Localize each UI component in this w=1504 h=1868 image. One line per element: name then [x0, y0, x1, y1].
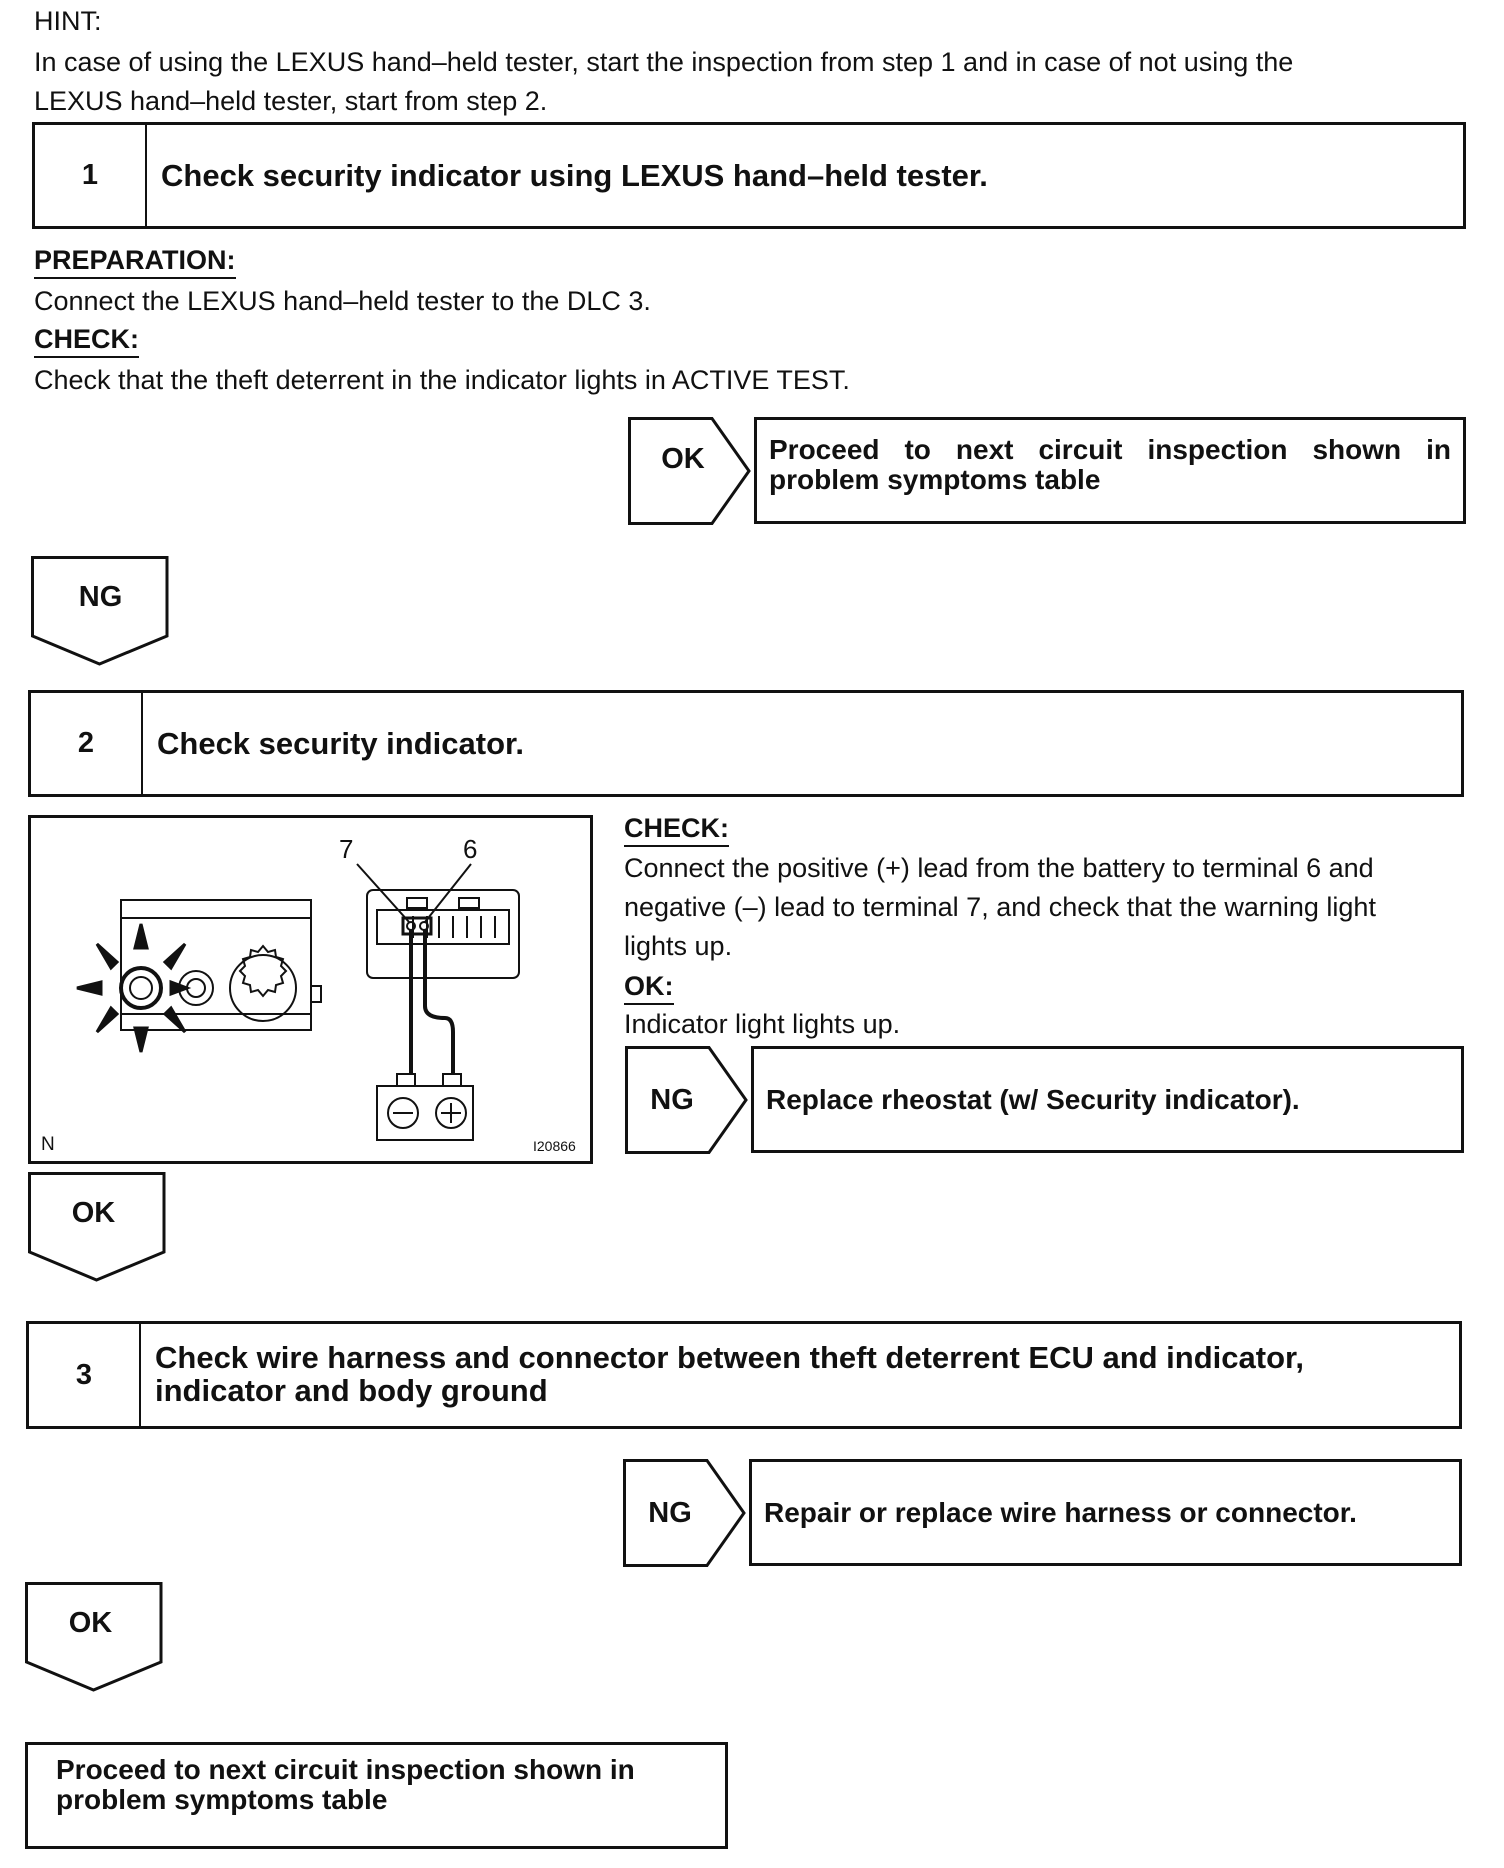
step-1-number: 1 — [35, 125, 147, 226]
step-2-check-label: CHECK: — [624, 812, 729, 847]
step-2-ok-text: Indicator light lights up. — [624, 1009, 901, 1039]
step-2-ok-heading-label: OK: — [624, 970, 674, 1005]
final-result-line-2: problem symptoms table — [56, 1784, 388, 1815]
battery-leads — [409, 930, 453, 1076]
figure-corner-letter: N — [41, 1134, 55, 1155]
step-1-preparation-heading — [34, 244, 236, 279]
indicator-wiring-diagram — [31, 818, 590, 1161]
step-2-title: Check security indicator. — [157, 726, 524, 761]
step-1-ok-result-line-1: Proceed to next circuit inspection shown in — [769, 433, 1451, 465]
step-1-ng-label: NG — [78, 580, 123, 613]
step-2-ok-label: OK — [71, 1196, 116, 1229]
step-2-number: 2 — [31, 693, 143, 794]
step-2-check-heading — [624, 812, 729, 847]
step-1-ok-label: OK — [661, 442, 705, 475]
step-3-ok-label: OK — [68, 1606, 113, 1639]
final-result-line-1: Proceed to next circuit inspection shown in — [56, 1754, 635, 1785]
connector-icon — [367, 890, 519, 978]
figure-code: I20866 — [533, 1138, 576, 1154]
step-1-title: Check security indicator using LEXUS hand–held tester. — [161, 158, 988, 193]
step-1-check-text: Check that the theft deterrent in the indicator lights in ACTIVE TEST. — [34, 365, 850, 395]
preparation-label: PREPARATION: — [34, 244, 236, 279]
check-label: CHECK: — [34, 323, 139, 358]
light-rays-icon — [77, 924, 187, 1052]
step-2-check-line-2: negative (–) lead to terminal 7, and check that the warning light — [624, 892, 1376, 922]
step-3-title: Check wire harness and connector between theft deterrent ECU and indicator, indicator and body ground — [155, 1340, 1304, 1408]
step-2-check-line-1: Connect the positive (+) lead from the battery to terminal 6 and — [624, 853, 1374, 883]
step-3-box — [26, 1321, 1462, 1429]
hint-line-2: LEXUS hand–held tester, start from step 2. — [34, 86, 548, 116]
hint-label: HINT: — [34, 6, 102, 36]
terminal-6-label: 6 — [463, 834, 478, 864]
step-3-number: 3 — [29, 1324, 141, 1426]
security-indicator-body — [121, 900, 321, 1030]
final-result-box — [25, 1742, 728, 1849]
step-1-ok-result — [754, 417, 1466, 524]
step-3-ng-label: NG — [648, 1496, 692, 1529]
step-2-ok-heading — [624, 970, 674, 1005]
step-3-ng-result: Repair or replace wire harness or connector. — [749, 1459, 1462, 1566]
step-1-ok-result-line-2: problem symptoms table — [769, 463, 1101, 495]
step-2-box — [28, 690, 1464, 797]
step-1-preparation-text: Connect the LEXUS hand–held tester to the DLC 3. — [34, 286, 651, 316]
step-2-figure — [28, 815, 593, 1164]
step-2-ng-result: Replace rheostat (w/ Security indicator). — [751, 1046, 1464, 1153]
terminal-7-label: 7 — [339, 834, 354, 864]
step-1-box — [32, 122, 1466, 229]
step-2-check-line-3: lights up. — [624, 931, 733, 961]
terminal-leader-lines — [357, 864, 471, 922]
step-2-ng-label: NG — [650, 1083, 694, 1116]
battery-icon — [377, 1074, 473, 1140]
step-1-check-heading — [34, 323, 139, 358]
hint-line-1: In case of using the LEXUS hand–held tester, start the inspection from step 1 and in case of not using the — [34, 47, 1294, 77]
